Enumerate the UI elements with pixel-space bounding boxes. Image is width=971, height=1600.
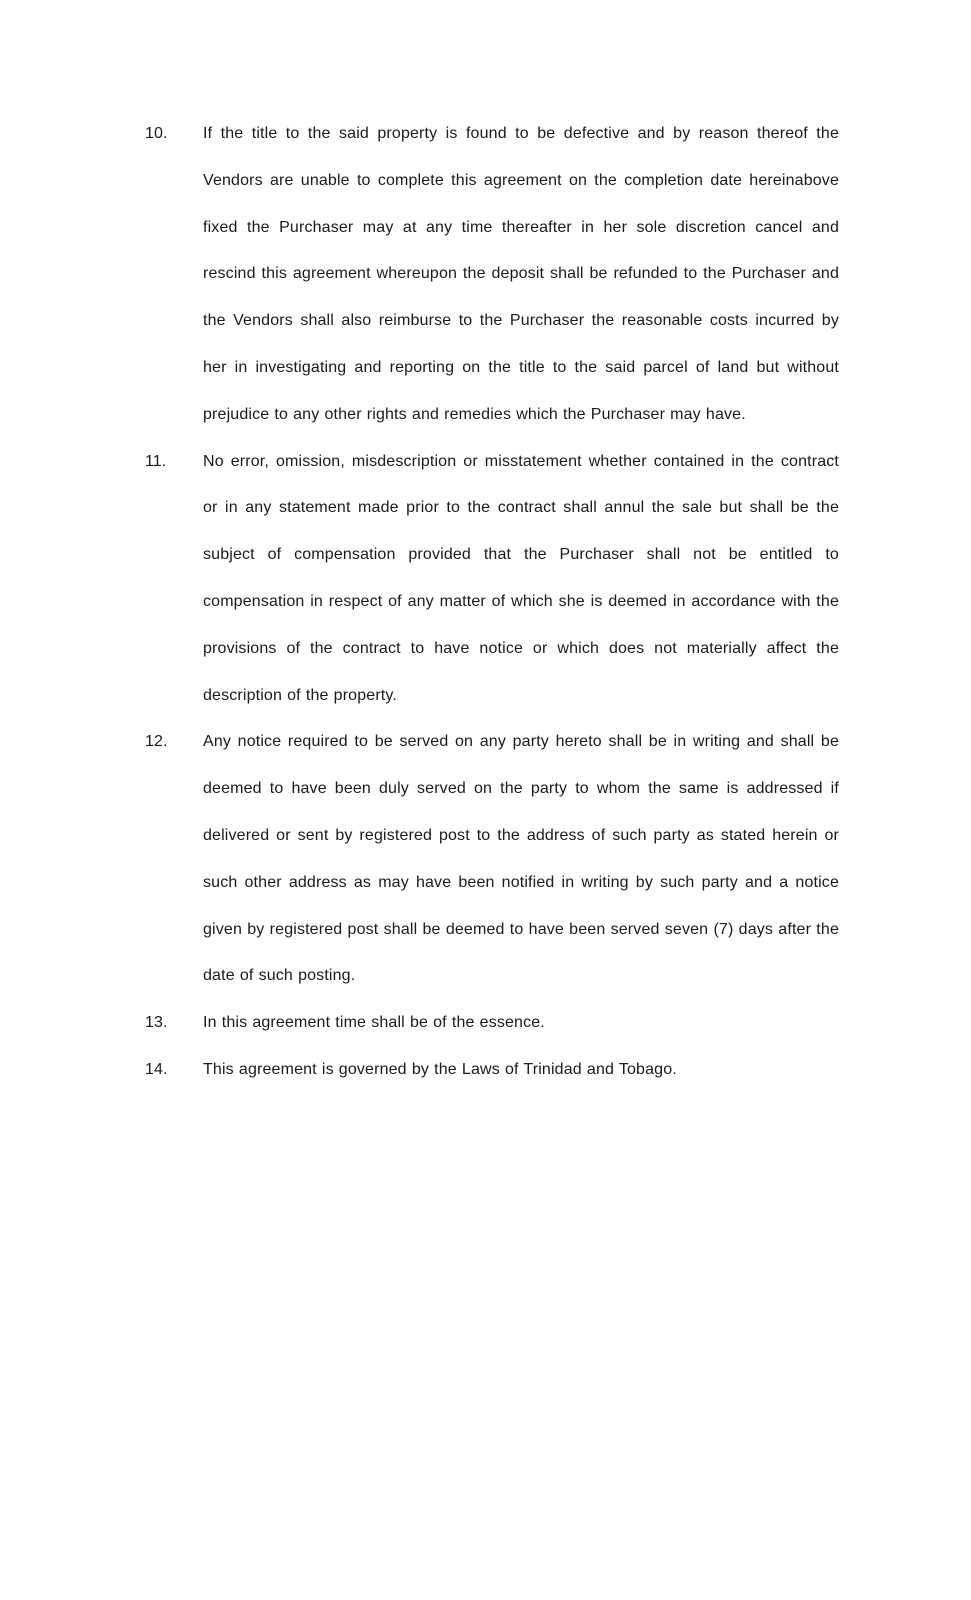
clause-13 xyxy=(145,1000,839,1047)
clause-text: No error, omission, misdescription or misstatement whether contained in the contract or in any statement made prior to the contract shall annul the sale but shall be the subject of compensation provided that the Purchaser shall not be entitled to compensation in respect of any matter of which she is deemed in accordance with the provisions of the contract to have notice or which does not materially affect the description of the property. xyxy=(203,452,839,704)
clause-number: 14. xyxy=(145,1060,168,1078)
clause-number: 11. xyxy=(145,452,167,470)
clause-text: Any notice required to be served on any party hereto shall be in writing and shall be deemed to have been duly served on the party to whom the same is addressed if delivered or sent by registered post to the address of such party as stated herein or such other address as may have been notified in writing by such party and a notice given by registered post shall be deemed to have been served seven (7) days after the date of such posting. xyxy=(203,733,839,985)
clause-number: 12. xyxy=(145,733,168,751)
clause-text: This agreement is governed by the Laws of Trinidad and Tobago. xyxy=(203,1060,677,1078)
clause-list xyxy=(145,111,839,1094)
clause-12 xyxy=(145,719,839,1000)
clause-10 xyxy=(145,111,839,439)
clause-text: If the title to the said property is found to be defective and by reason thereof the Vendors are unable to complete this agreement on the completion date hereinabove fixed the Purchaser may at any time thereafter in her sole discretion cancel and rescind this agreement whereupon the deposit shall be refunded to the Purchaser and the Vendors shall also reimburse to the Purchaser the reasonable costs incurred by her in investigating and reporting on the title to the said parcel of land but without prejudice to any other rights and remedies which the Purchaser may have. xyxy=(203,125,839,423)
clause-number: 13. xyxy=(145,1014,168,1032)
clause-text: In this agreement time shall be of the essence. xyxy=(203,1014,545,1032)
clause-number: 10. xyxy=(145,125,168,142)
clause-11 xyxy=(145,439,839,720)
clause-14 xyxy=(145,1047,839,1094)
